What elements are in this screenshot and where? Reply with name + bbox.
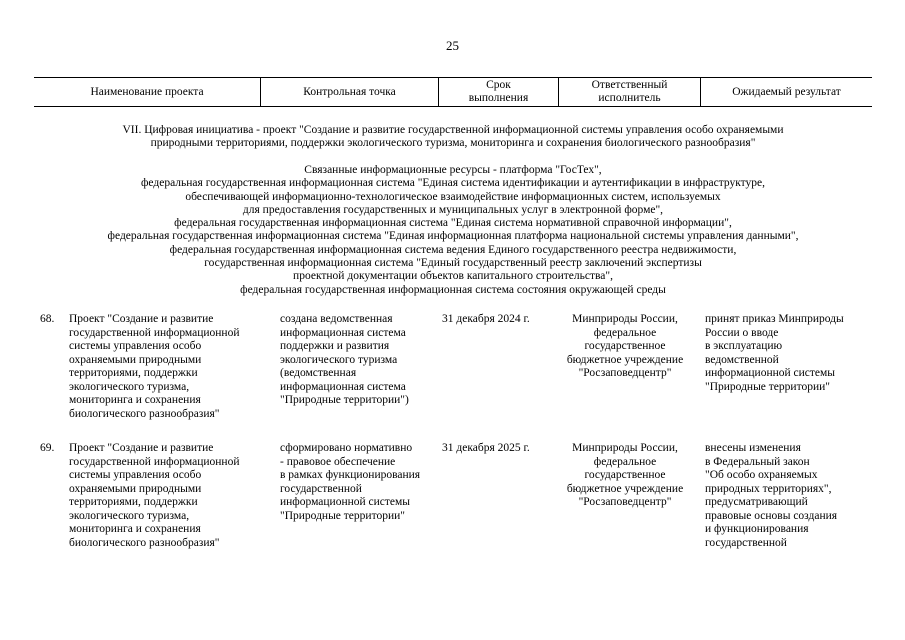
section-title-line: VII. Цифровая инициатива - проект "Создание и развитие государственной информационной системы управления особо охраняемыми — [122, 124, 784, 136]
cell-line: биологического разнообразия" — [69, 536, 220, 549]
resource-line: федеральная государственная информационная система состояния окружающей среды — [240, 283, 666, 296]
deadline-cell: 31 декабря 2025 г. — [442, 442, 530, 454]
cell-line: внесены изменения — [705, 442, 801, 454]
deadline-cell: 31 декабря 2024 г. — [442, 313, 530, 325]
cell-line: "Природные территории" — [705, 380, 830, 393]
resource-line: государственная информационная система "Единый государственный реестр заключений экспертизы — [204, 257, 702, 270]
cell-line: и функционирования — [705, 523, 809, 535]
cell-line: информационная система — [280, 380, 406, 393]
section-title-line: природными территориями, поддержки экологического туризма, мониторинга и сохранения биологического разнообразия" — [150, 137, 756, 150]
cell-line: охраняемыми природными — [69, 353, 202, 366]
cell-line: территориями, поддержки — [69, 367, 198, 379]
cell-line: биологического разнообразия" — [69, 407, 220, 420]
cell-line: создана ведомственная — [280, 313, 393, 325]
cell-line: в рамках функционирования — [280, 469, 421, 481]
responsible-cell — [552, 313, 698, 381]
cell-line: территориями, поддержки — [69, 496, 198, 508]
resource-line: федеральная государственная информационная система "Единая система нормативной справочной информации", — [174, 217, 732, 230]
table-header-rule — [34, 106, 872, 107]
cell-line: бюджетное учреждение — [566, 482, 684, 495]
cell-line: - правовое обеспечение — [280, 455, 396, 468]
cell-line: предусматривающий — [705, 496, 808, 508]
cell-line: (ведомственная — [280, 367, 357, 379]
related-resources — [40, 164, 866, 297]
cell-line: мониторинга и сохранения — [69, 394, 201, 406]
cell-line: "Росзаповедцентр" — [578, 496, 672, 508]
resource-line: проектной документации объектов капитального строительства", — [293, 270, 613, 283]
project-name-cell — [69, 313, 269, 421]
header-expected-result: Ожидаемый результат — [732, 85, 841, 98]
header-responsible-line: Ответственный — [591, 79, 668, 91]
cell-line: экологического туризма, — [69, 509, 190, 522]
resource-line: обеспечивающей информационно-технологическое взаимодействие информационных систем, используемых — [185, 190, 721, 203]
header-deadline — [439, 79, 558, 105]
page-number: 25 — [446, 38, 459, 53]
control-point-cell — [280, 313, 435, 408]
expected-result-cell — [705, 313, 865, 394]
cell-line: Минприроды России, — [572, 442, 678, 454]
cell-line: государственное — [584, 469, 666, 481]
cell-line: государственной информационной — [69, 326, 240, 339]
cell-line: Проект "Создание и развитие — [69, 313, 214, 325]
cell-line: государственной информационной — [69, 455, 240, 468]
expected-result-cell — [705, 442, 865, 550]
table-top-rule — [34, 77, 872, 78]
header-project-name: Наименование проекта — [90, 85, 204, 98]
section-title — [40, 124, 866, 151]
cell-line: экологического туризма, — [69, 380, 190, 393]
cell-line: в эксплуатацию — [705, 340, 783, 352]
cell-line: в Федеральный закон — [705, 455, 810, 468]
cell-line: Минприроды России, — [572, 313, 678, 325]
cell-line: экологического туризма — [280, 353, 398, 366]
cell-line: системы управления особо — [69, 340, 202, 352]
cell-line: правовые основы создания — [705, 509, 838, 522]
header-deadline-line: Срок — [486, 79, 511, 91]
header-responsible — [559, 79, 700, 105]
resource-line: Связанные информационные ресурсы - платформа "ГосТех", — [304, 164, 602, 176]
cell-line: поддержки и развития — [280, 340, 390, 352]
cell-line: государственной — [280, 482, 362, 495]
control-point-cell — [280, 442, 435, 523]
cell-line: Проект "Создание и развитие — [69, 442, 214, 454]
cell-line: "Об особо охраняемых — [705, 469, 818, 481]
cell-line: ведомственной — [705, 353, 779, 366]
cell-line: федеральное — [593, 326, 657, 339]
row-number: 69. — [40, 442, 55, 454]
cell-line: государственное — [584, 340, 666, 352]
resource-line: федеральная государственная информационная система "Единая информационная платформа национальной системы управления данными", — [107, 230, 799, 243]
cell-line: сформировано нормативно — [280, 442, 413, 454]
header-responsible-line: исполнитель — [598, 92, 661, 104]
cell-line: мониторинга и сохранения — [69, 523, 201, 535]
resource-line: федеральная государственная информационная система ведения Единого государственного реестра недвижимости, — [169, 243, 737, 256]
header-deadline-line: выполнения — [468, 92, 529, 104]
cell-line: природных территориях", — [705, 482, 832, 495]
resource-line: для предоставления государственных и муниципальных услуг в электронной форме", — [242, 203, 664, 216]
project-name-cell — [69, 442, 269, 550]
cell-line: "Природные территории" — [280, 509, 405, 522]
responsible-cell — [552, 442, 698, 510]
row-number: 68. — [40, 313, 55, 325]
cell-line: России о вводе — [705, 326, 779, 339]
cell-line: "Природные территории") — [280, 394, 409, 406]
resource-line: федеральная государственная информационная система "Единая система идентификации и аутентификации в инфраструктуре, — [140, 177, 765, 190]
cell-line: принят приказ Минприроды — [705, 313, 844, 325]
cell-line: государственной — [705, 536, 787, 549]
cell-line: "Росзаповедцентр" — [578, 367, 672, 379]
cell-line: бюджетное учреждение — [566, 353, 684, 366]
header-control-point: Контрольная точка — [303, 85, 396, 98]
cell-line: федеральное — [593, 455, 657, 468]
cell-line: системы управления особо — [69, 469, 202, 481]
cell-line: информационная система — [280, 326, 406, 339]
cell-line: информационной системы — [280, 496, 411, 508]
cell-line: охраняемыми природными — [69, 482, 202, 495]
cell-line: информационной системы — [705, 367, 836, 379]
